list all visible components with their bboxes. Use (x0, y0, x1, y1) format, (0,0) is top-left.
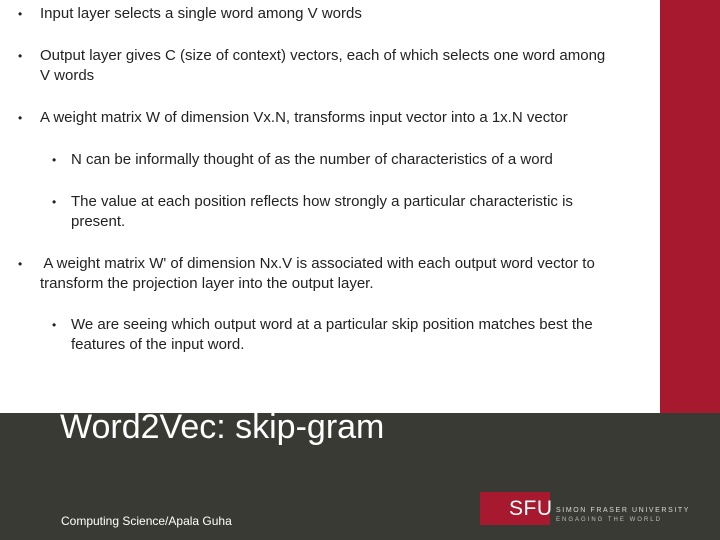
bullet-text (71, 192, 573, 232)
bullet-text (40, 254, 595, 294)
bullet-text (40, 4, 362, 24)
bullet-marker: • (52, 153, 57, 167)
bullet-line: features of the input word. (71, 336, 245, 353)
bullet-text (40, 46, 605, 86)
sfu-logo-tagline: ENGAGING THE WORLD (556, 517, 662, 523)
bullet-marker: • (18, 111, 23, 125)
bullet-marker: • (52, 195, 57, 209)
bullet-line: Input layer selects a single word among V words (40, 5, 362, 22)
slide-title: Word2Vec: skip-gram (60, 408, 385, 446)
bullet-line: We are seeing which output word at a particular skip position matches best the (71, 316, 593, 333)
bullet-line: present. (71, 213, 126, 230)
accent-bar (660, 0, 720, 413)
bullet-text (40, 108, 568, 128)
sfu-logo-name: SIMON FRASER UNIVERSITY (556, 507, 691, 514)
bullet-marker: • (18, 7, 23, 21)
bullet-marker: • (18, 257, 23, 271)
bullet-marker: • (52, 318, 57, 332)
bullet-line: transform the projection layer into the output layer. (40, 275, 374, 292)
bullet-line: V words (40, 67, 95, 84)
bullet-marker: • (18, 49, 23, 63)
footer-credit: Computing Science/Apala Guha (61, 514, 232, 528)
bullet-text (71, 150, 553, 170)
sfu-logo: SFU (480, 492, 550, 525)
bullet-text (71, 315, 593, 355)
bullet-line: The value at each position reflects how strongly a particular characteristic is (71, 193, 573, 210)
bullet-line: Output layer gives C (size of context) vectors, each of which selects one word among (40, 47, 606, 64)
bullet-line: A weight matrix W of dimension Vx.N, transforms input vector into a 1x.N vector (40, 109, 568, 126)
bullet-line: N can be informally thought of as the number of characteristics of a word (71, 151, 553, 168)
bullet-line: A weight matrix W' of dimension Nx.V is associated with each output word vector to (40, 255, 595, 272)
